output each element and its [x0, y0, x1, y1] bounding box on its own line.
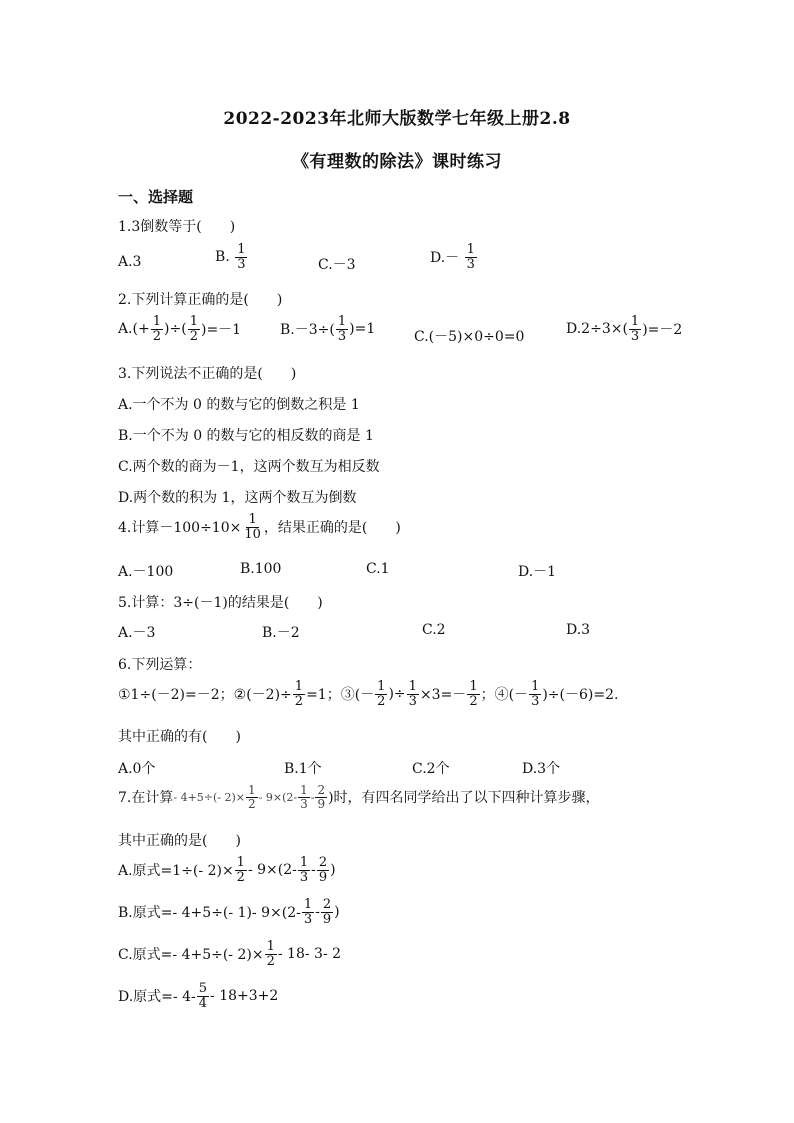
fraction — [151, 315, 163, 343]
q4-option-a: A.－100 — [118, 564, 174, 580]
denominator: 9 — [322, 911, 332, 927]
denominator: 3 — [299, 869, 309, 885]
denominator: 3 — [408, 693, 417, 709]
text-segment: A.(+ — [118, 321, 150, 338]
text-segment: )÷ — [388, 686, 406, 703]
numerator: 2 — [322, 897, 332, 912]
text-segment: D.2÷3×( — [566, 321, 628, 338]
numerator: 1 — [152, 314, 162, 329]
q5-option-a: A.－3 — [118, 625, 156, 641]
denominator: 3 — [531, 693, 540, 709]
q2-option-c: C.(－5)×0÷0=0 — [414, 329, 525, 345]
fraction — [317, 856, 329, 884]
question-4-stem — [118, 513, 401, 541]
text-segment: ×3=－ — [419, 687, 467, 704]
numerator: 1 — [377, 679, 386, 694]
denominator: 9 — [317, 796, 326, 811]
question-5-stem: 5.计算：3÷(－1)的结果是( ) — [118, 595, 323, 611]
numerator: 1 — [337, 314, 347, 329]
q5-option-d: D.3 — [566, 622, 591, 638]
q1-d-prefix: D.－ — [430, 250, 460, 267]
numerator: 1 — [408, 679, 417, 694]
text-segment: ①1÷(－2)=－2；②(－2)÷ — [118, 687, 292, 704]
text-segment: - 9×(2- — [247, 862, 297, 879]
numerator: 1 — [300, 783, 308, 797]
fraction — [529, 680, 541, 708]
q1-b-prefix: B. — [215, 249, 230, 266]
numerator: 1 — [248, 783, 256, 797]
numerator: 1 — [248, 512, 257, 527]
q5-option-c: C.2 — [422, 622, 446, 638]
denominator: 4 — [198, 995, 208, 1011]
denominator: 2 — [152, 328, 162, 344]
text-segment: B.原式=- 4+5÷(- 1)- 9×(2- — [118, 905, 301, 922]
fraction — [302, 898, 314, 926]
numerator: 1 — [531, 679, 540, 694]
denominator: 3 — [303, 911, 313, 927]
text-segment: )=1 — [349, 321, 376, 338]
numerator: 2 — [317, 783, 326, 797]
fraction — [265, 940, 277, 968]
q4-option-c: C.1 — [366, 561, 390, 577]
text-segment: - — [310, 790, 315, 804]
numerator: 2 — [318, 855, 328, 870]
title-line-1: 2022-2023年北师大版数学七年级上册2.8 — [223, 109, 571, 129]
text-segment: B.－3÷( — [280, 322, 335, 339]
denominator: 3 — [466, 256, 475, 272]
numerator: 1 — [466, 242, 475, 257]
denominator: 2 — [377, 693, 386, 709]
q6-sub-question: 其中正确的有( ) — [118, 729, 241, 745]
numerator: 1 — [469, 679, 478, 694]
q5-option-b: B.－2 — [262, 625, 300, 641]
fraction — [242, 513, 263, 541]
denominator: 9 — [318, 869, 328, 885]
q3-option-b: B.一个不为 0 的数与它的相反数的商是 1 — [118, 428, 374, 444]
fraction — [293, 680, 305, 708]
q7-expression — [173, 784, 328, 810]
q6-option-c: C.2个 — [412, 761, 450, 777]
section-heading: 一、选择题 — [118, 188, 194, 206]
q7-option-c — [118, 940, 341, 968]
denominator: 2 — [236, 869, 245, 885]
denominator: 2 — [248, 796, 256, 811]
q7-sub-question: 其中正确的是( ) — [118, 833, 241, 849]
denominator: 2 — [294, 693, 304, 709]
q2-option-a — [118, 315, 241, 343]
numerator: 1 — [236, 855, 245, 870]
text-segment: 7.在计算 — [118, 790, 174, 807]
q6-option-a: A.0个 — [118, 761, 156, 777]
fraction — [197, 982, 209, 1010]
denominator: 10 — [244, 526, 261, 542]
q1-option-b — [215, 243, 248, 271]
text-segment: )÷( — [164, 321, 187, 338]
fraction — [235, 856, 247, 884]
fraction — [235, 243, 247, 271]
fraction — [321, 898, 333, 926]
numerator: 1 — [266, 939, 275, 954]
q1-option-d — [430, 243, 478, 271]
denominator: 3 — [237, 256, 246, 272]
denominator: 3 — [337, 328, 347, 344]
numerator: 1 — [299, 855, 309, 870]
fraction — [298, 856, 310, 884]
fraction — [246, 784, 258, 810]
fraction — [315, 784, 327, 810]
q7-option-a — [118, 856, 336, 884]
text-segment: =1；③(－ — [306, 687, 375, 704]
fraction — [629, 315, 641, 343]
q2-option-b — [280, 315, 375, 343]
text-segment: - 9×(2- — [258, 790, 298, 804]
text-segment: - — [311, 862, 316, 879]
fraction — [465, 243, 477, 271]
q3-option-c: C.两个数的商为－1，这两个数互为相反数 — [118, 459, 380, 475]
question-2-stem: 2.下列计算正确的是( ) — [118, 292, 283, 308]
text-segment: ) — [334, 904, 340, 921]
fraction — [467, 680, 479, 708]
numerator: 1 — [189, 314, 198, 329]
numerator: 1 — [294, 679, 304, 694]
q3-option-d: D.两个数的积为 1，这两个数互为倒数 — [118, 490, 357, 506]
numerator: 5 — [198, 981, 208, 996]
text-segment: C.原式=- 4+5÷(- 2)× — [118, 947, 264, 964]
q2-option-d — [566, 315, 682, 343]
numerator: 1 — [237, 242, 246, 257]
q1-option-a: A.3 — [118, 254, 142, 270]
text-segment: ；④(－ — [480, 687, 529, 704]
question-6-stem: 6.下列运算： — [118, 657, 202, 673]
text-segment: A.原式=1÷(- 2)× — [118, 863, 234, 880]
fraction — [407, 680, 419, 708]
text-segment: ) — [330, 862, 336, 879]
fraction — [375, 680, 387, 708]
q7-option-b — [118, 898, 340, 926]
text-segment: - 18- 3- 2 — [277, 946, 342, 963]
fraction — [336, 315, 348, 343]
fraction — [188, 315, 200, 343]
q4-option-d: D.－1 — [518, 564, 557, 580]
q6-option-d: D.3个 — [522, 761, 561, 777]
denominator: 2 — [469, 693, 478, 709]
text-segment: )=－1 — [200, 322, 242, 339]
numerator: 1 — [630, 314, 640, 329]
q3-option-a: A.一个不为 0 的数与它的倒数之积是 1 — [118, 397, 360, 413]
text-segment: - 4+5÷(- 2)× — [173, 790, 246, 804]
title-line-2: 《有理数的除法》课时练习 — [292, 152, 502, 172]
text-segment: ，结果正确的是( ) — [263, 520, 401, 537]
text-segment: - — [315, 904, 320, 921]
q1-option-c: C.－3 — [318, 257, 356, 273]
denominator: 2 — [189, 328, 198, 344]
denominator: 3 — [300, 796, 308, 811]
text-segment: )时，有四名同学给出了以下四种计算步骤， — [328, 790, 600, 807]
text-segment: )=－2 — [642, 322, 683, 339]
text-segment: 4.计算－100÷10× — [118, 520, 242, 537]
denominator: 3 — [630, 328, 640, 344]
q7-option-d — [118, 982, 278, 1010]
q4-option-b: B.100 — [240, 561, 282, 577]
fraction — [298, 784, 310, 810]
text-segment: D.原式=- 4- — [118, 989, 196, 1006]
question-3-stem: 3.下列说法不正确的是( ) — [118, 366, 297, 382]
denominator: 2 — [266, 953, 275, 969]
numerator: 1 — [303, 897, 313, 912]
text-segment: - 18+3+2 — [210, 988, 279, 1005]
q6-option-b: B.1个 — [284, 761, 322, 777]
q6-expressions — [118, 680, 618, 708]
question-1-stem: 1.3倒数等于( ) — [118, 219, 236, 235]
question-7-stem — [118, 784, 600, 810]
text-segment: )÷(－6)=2. — [542, 687, 619, 704]
